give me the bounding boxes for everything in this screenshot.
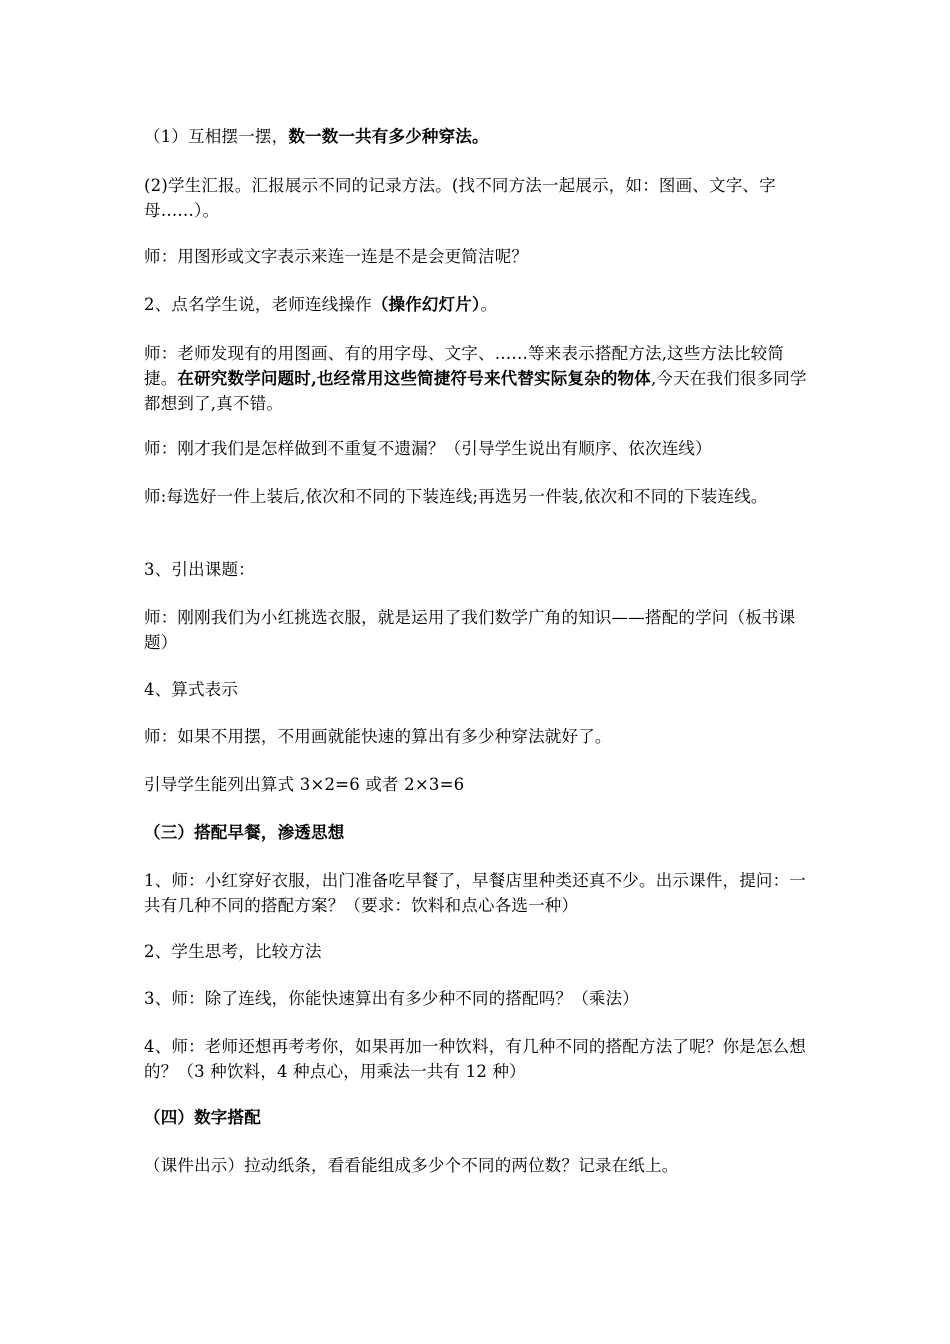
- paragraph-point-3: 3、引出课题：: [144, 560, 255, 579]
- bold-text: 在研究数学问题时,也经常用这些简捷符号来代替实际复杂的物体: [177, 369, 651, 388]
- paragraph-teacher-fast: 师：如果不用摆，不用画就能快速的算出有多少种穿法就好了。: [144, 727, 612, 746]
- text: ,今天在我们很多同学都想到了,真不错。: [144, 369, 807, 413]
- text: （1）互相摆一摆，: [144, 127, 289, 146]
- text: 师：老师发现有的用图画、有的用字母、文字、……等来表示搭配方法,这些方法比较简捷。: [144, 344, 785, 388]
- paragraph-formula: 引导学生能列出算式 3×2=6 或者 2×3=6: [144, 775, 465, 794]
- paragraph-breakfast-3: 3、师：除了连线，你能快速算出有多少种不同的搭配吗？（乘法）: [144, 989, 639, 1008]
- section-heading-3: （三）搭配早餐，渗透思想: [144, 823, 345, 842]
- paragraph-point-4: 4、算式表示: [144, 680, 239, 699]
- text: 。: [480, 295, 498, 314]
- paragraph-breakfast-4: 4、师：老师还想再考考你，如果再加一种饮料，有几种不同的搭配方法了呢？你是怎么想的？（3 种饮料，4 种点心，用乘法一共有 12 种）: [144, 1037, 806, 1081]
- paragraph-teacher-topic: 师：刚刚我们为小红挑选衣服，就是运用了我们数学广角的知识——搭配的学问（板书课题）: [144, 608, 796, 652]
- paragraph-teacher-question: 师：用图形或文字表示来连一连是不是会更简洁呢？: [144, 247, 529, 266]
- section-heading-4: （四）数字搭配: [144, 1108, 261, 1127]
- paragraph-breakfast-1: 1、师：小红穿好衣服，出门准备吃早餐了，早餐店里种类还真不少。出示课件，提问：一共有几种不同的搭配方案？（要求：饮料和点心各选一种）: [144, 871, 806, 915]
- paragraph-teacher-order: 师：刚才我们是怎样做到不重复不遗漏？（引导学生说出有顺序、依次连线）: [144, 439, 712, 458]
- paragraph-teacher-discovery: [144, 341, 816, 416]
- paragraph-breakfast-2: 2、学生思考，比较方法: [144, 942, 322, 961]
- paragraph-number-match: （课件出示）拉动纸条，看看能组成多少个不同的两位数？记录在纸上。: [144, 1156, 679, 1175]
- paragraph-step-1: [144, 124, 816, 149]
- paragraph-point-2: [144, 292, 816, 317]
- bold-text: （操作幻灯片）: [371, 295, 481, 314]
- text: 2、点名学生说，老师连线操作: [144, 295, 372, 314]
- paragraph-step-2: (2)学生汇报。汇报展示不同的记录方法。(找不同方法一起展示，如：图画、文字、字母……）。: [144, 176, 776, 220]
- bold-text: 数一数一共有多少种穿法。: [288, 127, 489, 146]
- paragraph-teacher-method: 师:每选好一件上装后,依次和不同的下装连线;再选另一件装,依次和不同的下装连线。: [144, 487, 768, 506]
